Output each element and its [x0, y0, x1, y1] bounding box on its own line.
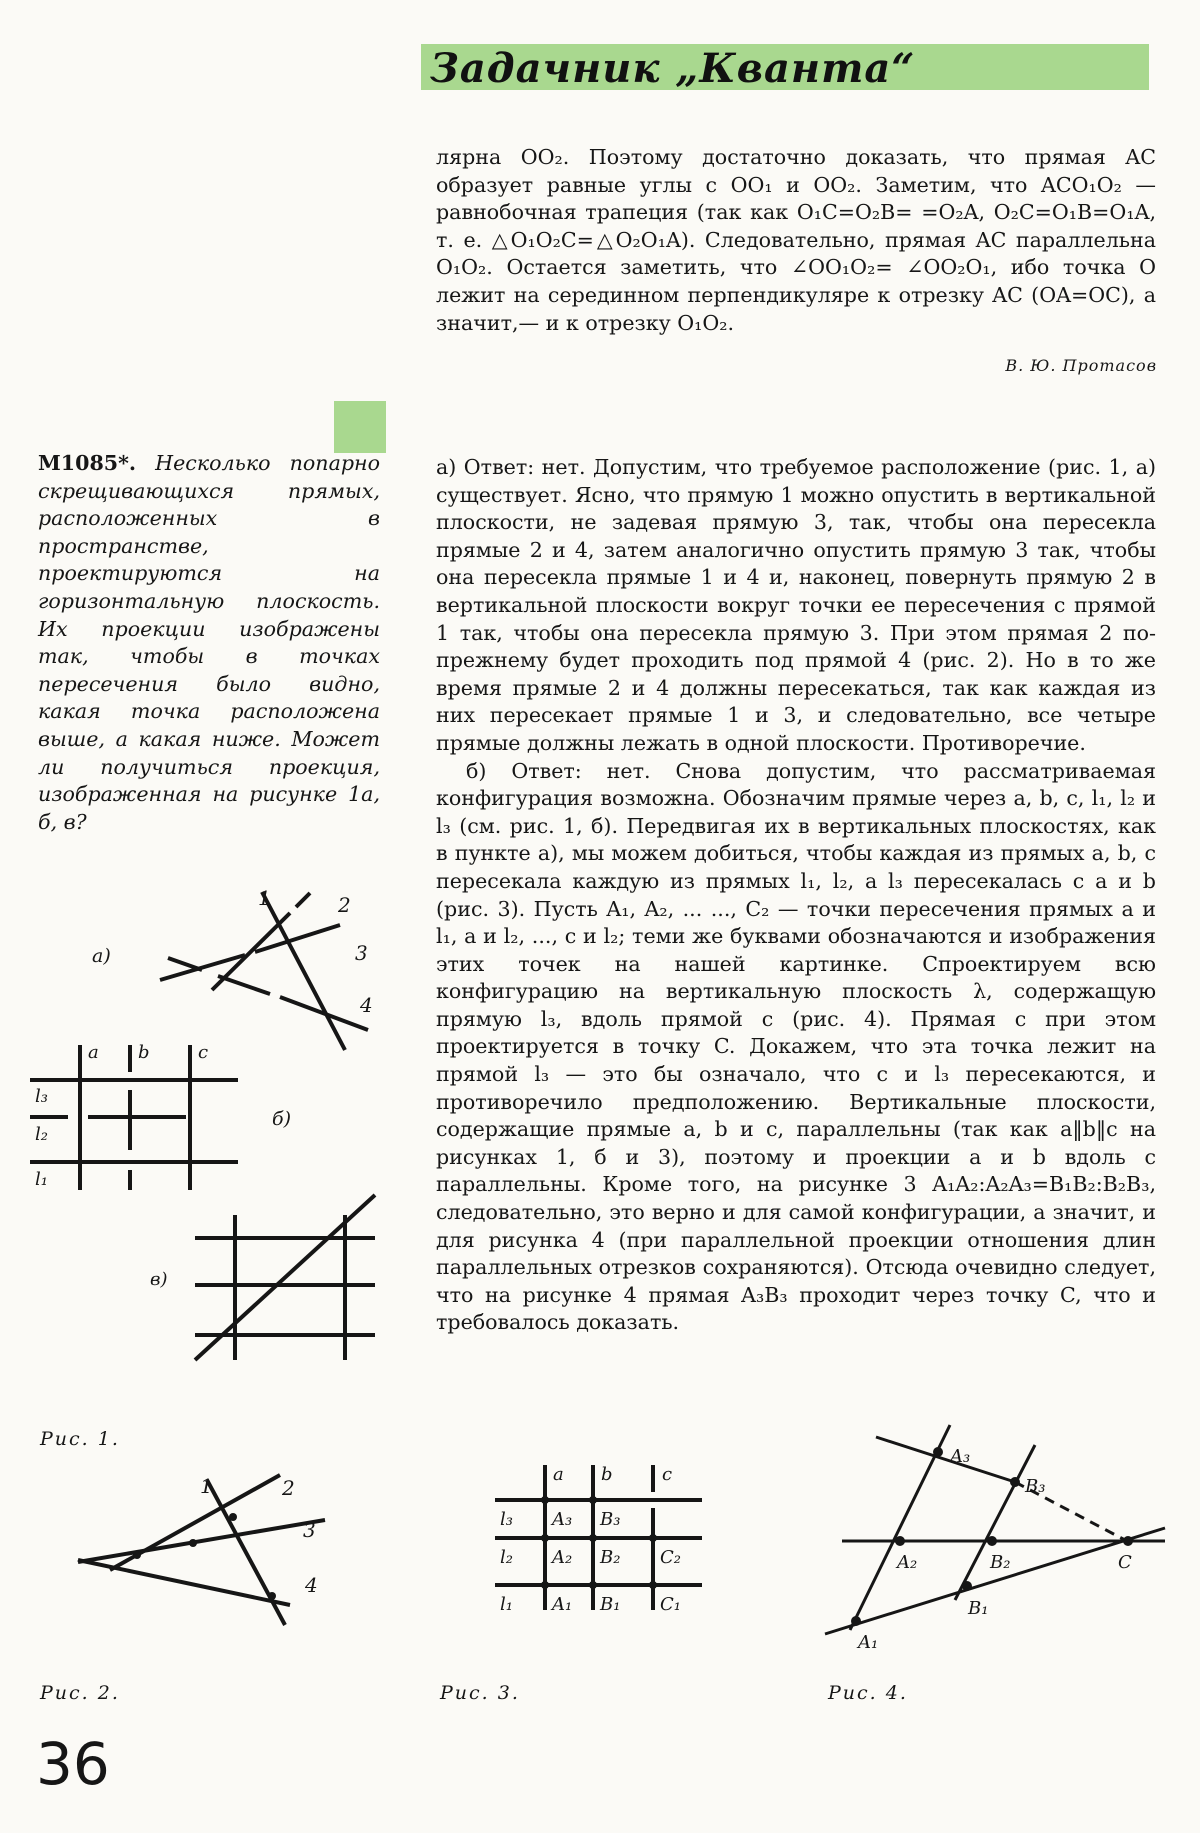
fig2-point-1 [133, 1551, 141, 1559]
fig1b-label-c: c [198, 1042, 209, 1063]
problem-text: Несколько попарно скрещивающихся прямых, расположенных в пространстве, проектируются на горизонтальную плоскость. Их проекции изображены так, чтобы в точках пересечения было видно, какая точка расположена выше, а какая ниже. Может ли получиться проекция, изображенная на рисунке 1а, б, в? [38, 451, 380, 834]
fig2-point-3 [229, 1513, 237, 1521]
fig1a-line-1b [296, 893, 310, 907]
fig2-point-2 [189, 1539, 197, 1547]
fig1b-label-a: a [88, 1042, 99, 1063]
solution-part-b: б) Ответ: нет. Снова допустим, что рассматриваемая конфигурация возможна. Обозначим прямые через a, b, c, l₁, l₂ и l₃ (см. рис. 1, б). Передвигая их в вертикальных плоскостях, как в пункте а), мы можем добиться, чтобы каждая из прямых a, b, c пересекала каждую из прямых l₁, l₂, а l₃ пересекалась с a и b (рис. 3). Пусть A₁, A₂, ... ..., C₂ — точки пересечения прямых a и l₁, a и l₂, ..., c и l₂; теми же буквами обозначаются и изображения этих точек на нашей картинке. Спроектируем всю конфигурацию на вертикальную плоскость λ, содержащую прямую l₃, вдоль прямой c (рис. 4). Прямая c при этом проектируется в точку C. Докажем, что эта точка лежит на прямой l₃ — это бы означало, что c и l₃ пересекаются, и противоречило предположению. Вертикальные плоскости, содержащие прямые a, b и c, параллельны (так как a‖b‖c на рисунках 1, б и 3), поэтому и проекции a и b вдоль c параллельны. Кроме того, на рисунке 3 A₁A₂:A₂A₃=B₁B₂:B₂B₃, следовательно, это верно и для самой конфигурации, а значит, и для рисунка 4 (при параллельной проекции отношения длин параллельных отрезков сохраняются). Отсюда очевидно следует, что на рисунке 4 прямая A₃B₃ проходит через точку C, что и требовалось доказать. [436, 758, 1156, 1335]
fig1-caption: Рис. 1. [40, 1428, 120, 1450]
fig4-caption: Рис. 4. [828, 1682, 908, 1704]
fig3-label-A3: A₃ [552, 1509, 573, 1530]
fig3-dot-A1 [541, 1581, 549, 1589]
fig1c-label: в) [150, 1269, 168, 1290]
fig4-point-A3 [933, 1447, 943, 1457]
solution-part-a: а) Ответ: нет. Допустим, что требуемое расположение (рис. 1, а) существует. Ясно, что прямую 1 можно опустить в вертикальной плоскости, не задевая прямую 3, так, чтобы она пересекла прямые 2 и 4, затем аналогично опустить прямую 3 так, чтобы она пересекла прямые 1 и 4 и, наконец, повернуть прямую 2 в вертикальной плоскости вокруг точки ее пересечения с прямой 1 так, чтобы она пересекла прямую 3. При этом прямая 2 по-прежнему будет проходить под прямой 4 (рис. 2). Но в то же время прямые 2 и 4 должны пересекаться, так как каждая из них пересекает прямые 1 и 3, и следовательно, все четыре прямые должны лежать в одной плоскости. Противоречие. [436, 455, 1156, 755]
fig3-dot-B2 [589, 1534, 597, 1542]
fig3-label-b: b [601, 1464, 613, 1485]
fig3-dot-A3 [541, 1496, 549, 1504]
fig4-point-B3 [1010, 1477, 1020, 1487]
fig4-point-C [1123, 1536, 1133, 1546]
fig1b-label-l3: l₃ [35, 1086, 48, 1107]
fig2-line-1 [207, 1480, 285, 1625]
fig1a-num-2: 2 [338, 893, 351, 917]
fig3-label-l2: l₂ [500, 1547, 513, 1568]
fig2-num-1: 1 [200, 1474, 213, 1498]
fig4-point-A1 [851, 1616, 861, 1626]
fig2-num-3: 3 [303, 1518, 316, 1542]
fig3-label-C2: C₂ [660, 1547, 681, 1568]
signature: В. Ю. Протасов [1005, 356, 1157, 375]
fig3-dot-C1 [649, 1581, 657, 1589]
fig1a-num-4: 4 [360, 993, 373, 1017]
fig4-point-B1 [962, 1581, 972, 1591]
fig3-label-a: a [553, 1464, 564, 1485]
fig2-point-4 [268, 1592, 276, 1600]
fig3-dot-B1 [589, 1581, 597, 1589]
fig1b-label-b: b [138, 1042, 150, 1063]
fig4-line-a3b3 [876, 1437, 1015, 1482]
fig2-num-4: 4 [305, 1573, 318, 1597]
figure-1a [92, 886, 373, 1050]
fig4-label-B3: B₃ [1025, 1476, 1046, 1497]
fig4-label-A3: A₃ [950, 1446, 971, 1467]
fig3-label-c: c [662, 1464, 673, 1485]
fig3-dot-C2 [649, 1534, 657, 1542]
fig1a-line-2b [255, 925, 340, 952]
fig1a-num-3: 3 [355, 941, 368, 965]
fig2-line-3 [78, 1520, 325, 1562]
fig4-label-B1: B₁ [968, 1598, 989, 1619]
fig1b-label: б) [272, 1108, 292, 1130]
fig3-label-B1: B₁ [600, 1594, 621, 1615]
fig3-dot-B3 [589, 1496, 597, 1504]
fig3-label-B3: B₃ [600, 1509, 621, 1530]
fig3-label-C1: C₁ [660, 1594, 681, 1615]
fig4-label-A1: A₁ [858, 1632, 879, 1653]
fig4-point-B2 [987, 1536, 997, 1546]
fig3-label-l3: l₃ [500, 1509, 513, 1530]
fig3-label-A1: A₁ [552, 1594, 573, 1615]
problem-number: М1085*. [38, 451, 137, 475]
fig1a-line-4 [262, 892, 345, 1050]
fig3-dot-A2 [541, 1534, 549, 1542]
fig4-label-B2: B₂ [990, 1552, 1011, 1573]
fig4-point-A2 [895, 1536, 905, 1546]
fig1b-label-l1: l₁ [35, 1169, 48, 1190]
fig4-label-C: C [1118, 1552, 1132, 1573]
fig3-caption: Рис. 3. [440, 1682, 520, 1704]
fig4-label-A2: A₂ [897, 1552, 918, 1573]
fig2-line-4 [78, 1560, 290, 1605]
fig3-label-l1: l₁ [500, 1594, 513, 1615]
fig3-label-A2: A₂ [552, 1547, 573, 1568]
fig3-label-B2: B₂ [600, 1547, 621, 1568]
page-number: 36 [36, 1730, 110, 1798]
fig2-num-2: 2 [282, 1476, 295, 1500]
top-paragraph: лярна OO₂. Поэтому достаточно доказать, что прямая AC образует равные углы с OO₁ и OO₂. Заметим, что ACO₁O₂ — равнобочная трапеция (так как O₁C=O₂B= =O₂A, O₂C=O₁B=O₁A, т. е. △O₁O₂C=△O₂O₁A). Следовательно, прямая AC параллельна O₁O₂. Остается заметить, что ∠OO₁O₂= ∠OO₂O₁, ибо точка O лежит на серединном перпендикуляре к отрезку AC (OA=OC), а значит,— и к отрезку O₁O₂. [436, 145, 1156, 335]
fig4-line-b [955, 1445, 1035, 1600]
fig1a-label: а) [92, 945, 111, 967]
figure-2 [78, 1474, 325, 1625]
figure-3 [495, 1464, 702, 1615]
fig1a-num-1: 1 [258, 886, 271, 910]
header-title: Задачник „Кванта“ [430, 45, 916, 92]
fig2-caption: Рис. 2. [40, 1682, 120, 1704]
figure-1b [30, 1042, 291, 1190]
figure-4 [825, 1425, 1165, 1653]
fig1b-label-l2: l₂ [35, 1124, 48, 1145]
figure-1c [150, 1195, 375, 1360]
